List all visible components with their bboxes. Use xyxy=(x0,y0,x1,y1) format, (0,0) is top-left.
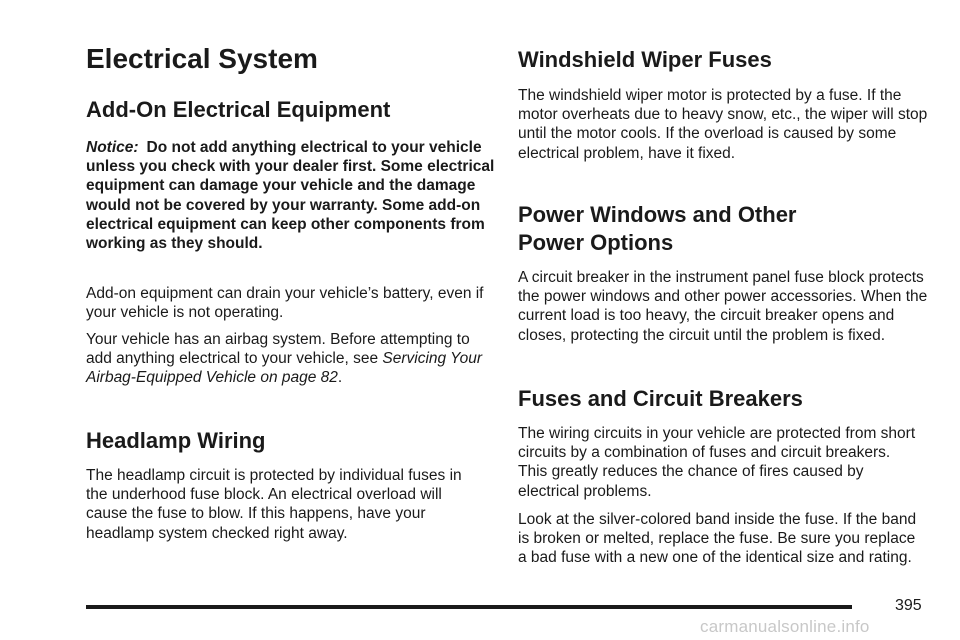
fuses-heading: Fuses and Circuit Breakers xyxy=(518,386,803,411)
headlamp-heading: Headlamp Wiring xyxy=(86,428,266,453)
addon-paragraph-1: Add-on equipment can drain your vehicle’s battery, even if your vehicle is not operating. xyxy=(86,285,484,322)
airbag-cross-reference-link[interactable]: Servicing Your Airbag-Equipped Vehicle on page 82 xyxy=(86,350,483,387)
addon-paragraph-2-end: . xyxy=(337,369,343,387)
power-paragraph: A circuit breaker in the instrument panel fuse block protects the power windows and other power accessories. When the current load is too heavy, the circuit breaker opens and closes, protecting the circuit until the problem is fixed. xyxy=(518,269,928,344)
fuses-paragraph-1: The wiring circuits in your vehicle are protected from short circuits by a combination of fuses and circuit breakers. This greatly reduces the chance of fires caused by electrical problems. xyxy=(518,425,916,500)
watermark: carmanualsonline.info xyxy=(700,617,870,636)
notice-text: Do not add anything electrical to your vehicle unless you check with your dealer first. Some electrical equipment can damage your vehicle and the damage would not be covered by your warranty. Some add-on electrical equipment can keep other components from working as they should. xyxy=(86,139,495,253)
fuses-paragraph-2: Look at the silver-colored band inside the fuse. If the band is broken or melted, replace the fuse. Be sure you replace a bad fuse with a new one of the identical size and rating. xyxy=(518,511,917,567)
power-heading-line-1: Power Windows and Other xyxy=(518,202,797,227)
footer-rule xyxy=(86,605,852,609)
addon-paragraph-2-text: Your vehicle has an airbag system. Before attempting to add anything electrical to your vehicle, see xyxy=(86,331,470,368)
power-heading-line-2: Power Options xyxy=(518,230,674,255)
notice-label: Notice: xyxy=(86,139,139,156)
headlamp-paragraph: The headlamp circuit is protected by individual fuses in the underhood fuse block. An electrical overload will cause the fuse to blow. If this happens, have your headlamp system checked right away. xyxy=(86,467,462,542)
addon-heading: Add-On Electrical Equipment xyxy=(86,97,391,122)
wiper-heading: Windshield Wiper Fuses xyxy=(518,47,772,72)
addon-paragraph-2 xyxy=(86,330,486,388)
wiper-paragraph: The windshield wiper motor is protected by a fuse. If the motor overheats due to heavy snow, etc., the wiper will stop until the motor cools. If the overload is caused by some electrical problem, have it fixed. xyxy=(518,87,928,162)
notice-paragraph xyxy=(86,138,496,253)
page-title: Electrical System xyxy=(86,43,318,74)
page-number: 395 xyxy=(895,597,922,614)
